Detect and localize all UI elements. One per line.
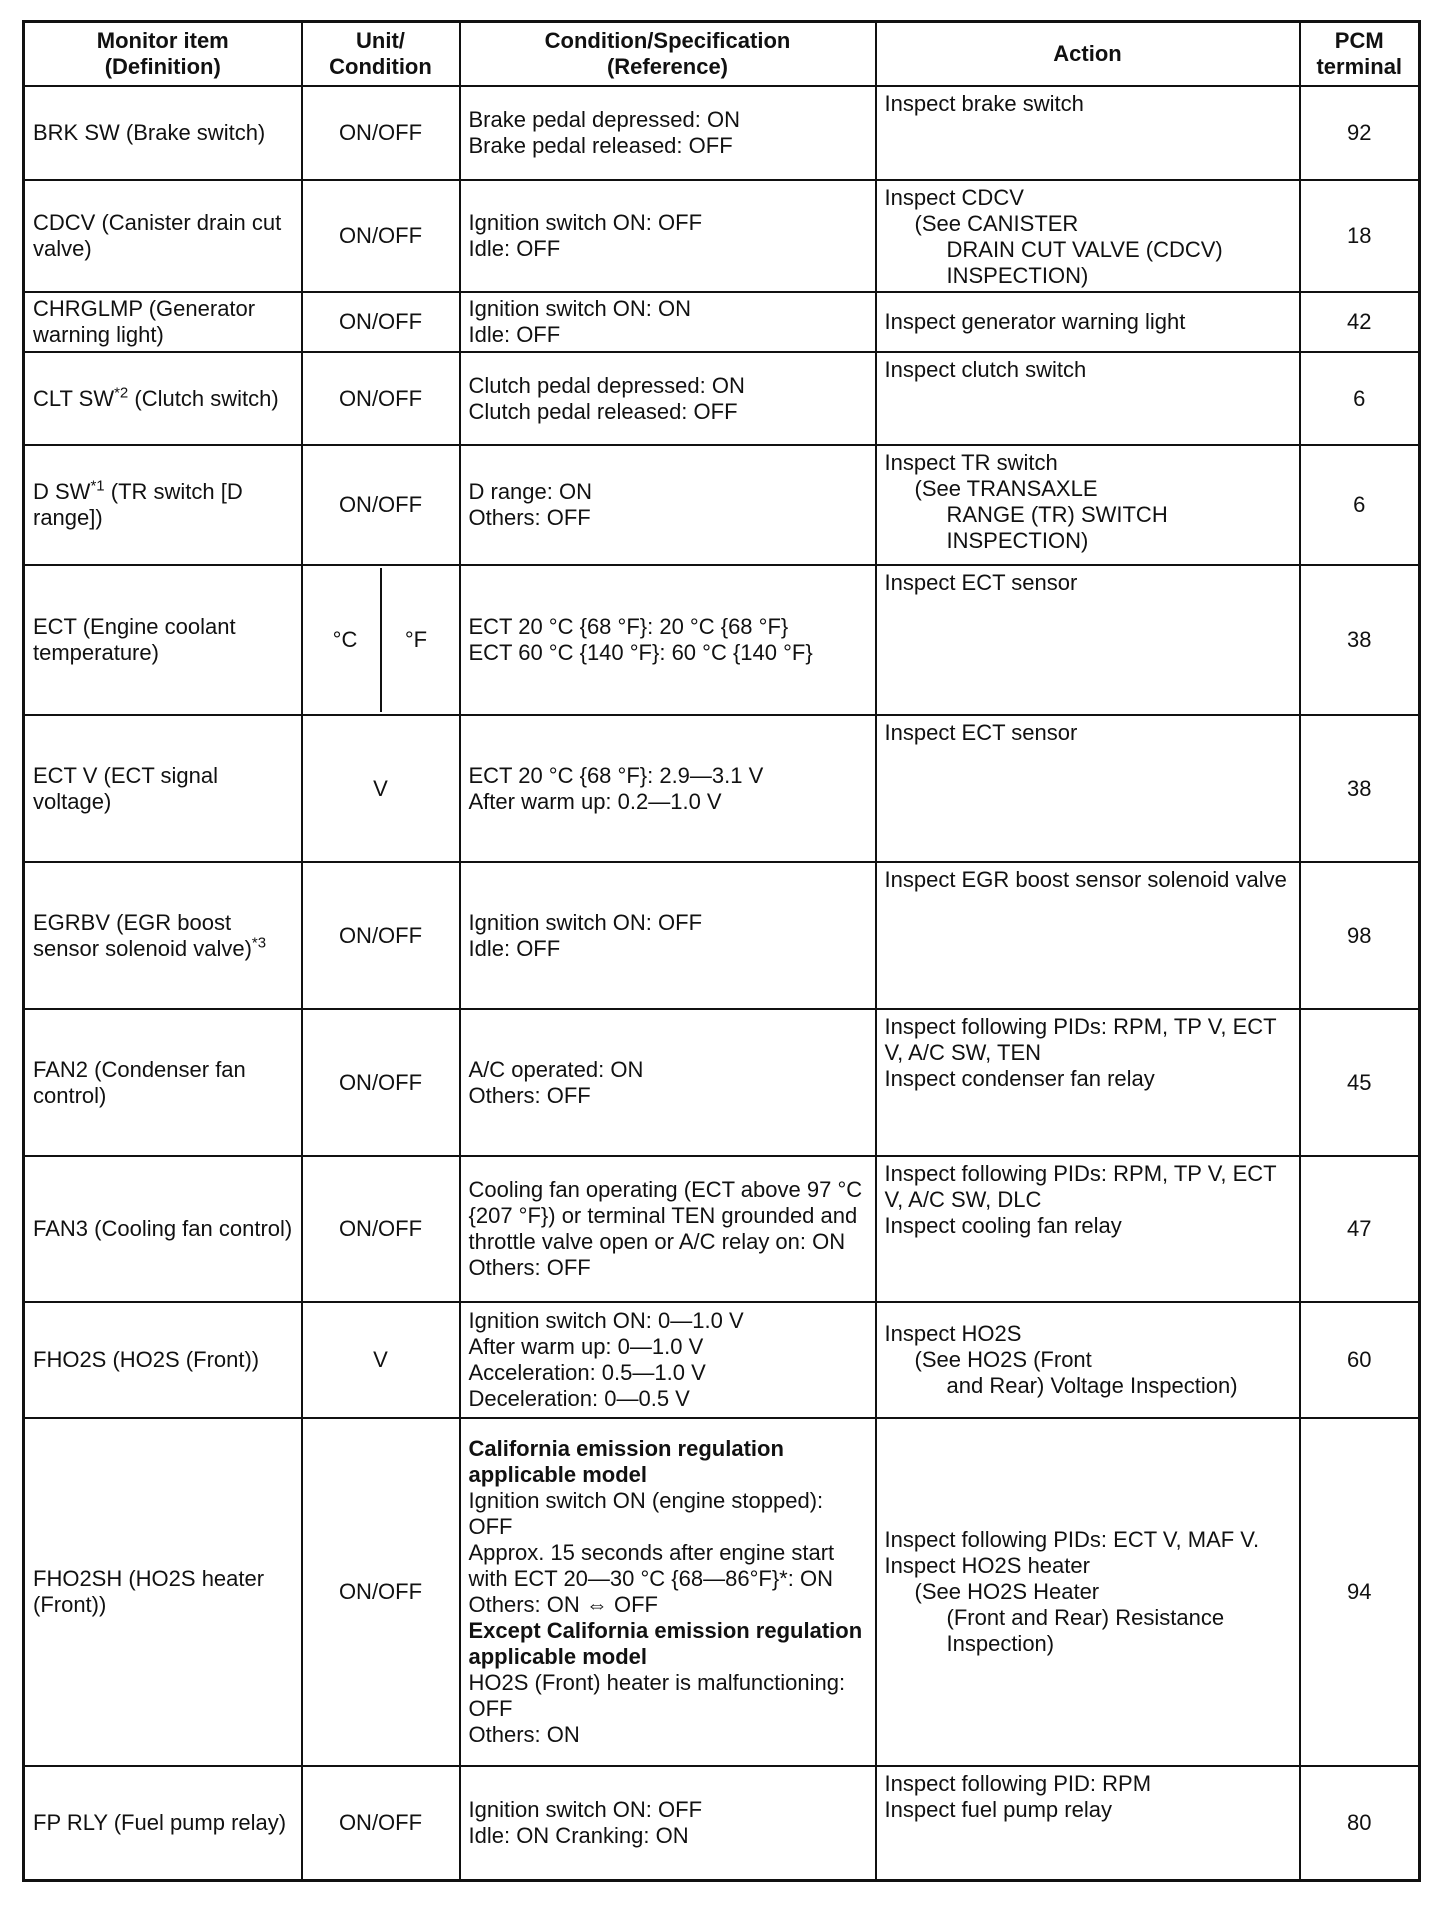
unit-condition: ON/OFF <box>302 180 460 292</box>
condition-spec: Ignition switch ON: ON Idle: OFF <box>460 292 876 352</box>
condition-spec: Cooling fan operating (ECT above 97 °C {207 °F}) or terminal TEN grounded and throttle valve open or A/C relay on: ON Others: OFF <box>460 1156 876 1302</box>
footnote-marker: *2 <box>114 384 129 402</box>
table-row <box>24 1418 1420 1766</box>
table-row <box>24 1302 1420 1418</box>
unit-condition: ON/OFF <box>302 1009 460 1156</box>
condition-spec: Ignition switch ON: OFF Idle: OFF <box>460 862 876 1009</box>
condition-subheading: California emission regulation applicable model <box>468 1436 784 1487</box>
condition-spec: Ignition switch ON: 0—1.0 V After warm up: 0—1.0 V Acceleration: 0.5—1.0 V Deceleration: 0—0.5 V <box>460 1302 876 1418</box>
action: Inspect following PID: RPM Inspect fuel pump relay <box>876 1766 1300 1880</box>
action: Inspect following PIDs: ECT V, MAF V. Inspect HO2S heater (See HO2S Heater (Front and Rear) Resistance Inspection) <box>876 1418 1300 1766</box>
unit-condition: ON/OFF <box>302 1156 460 1302</box>
monitor-item: ECT V (ECT signal voltage) <box>24 715 302 862</box>
condition-spec: Ignition switch ON: OFF Idle: OFF <box>460 180 876 292</box>
pcm-terminal: 38 <box>1300 715 1420 862</box>
monitor-item: FP RLY (Fuel pump relay) <box>24 1766 302 1880</box>
table-row <box>24 1009 1420 1156</box>
monitor-item: CHRGLMP (Generator warning light) <box>24 292 302 352</box>
action: Inspect ECT sensor <box>876 715 1300 862</box>
table-row <box>24 445 1420 565</box>
action: Inspect ECT sensor <box>876 565 1300 715</box>
table-header-row <box>24 22 1420 87</box>
unit-celsius: °C <box>332 627 358 652</box>
pcm-terminal: 92 <box>1300 86 1420 180</box>
pcm-terminal: 18 <box>1300 180 1420 292</box>
unit-condition: V <box>302 1302 460 1418</box>
header-monitor-item: Monitor item (Definition) <box>24 22 302 87</box>
header-condition-spec: Condition/Specification (Reference) <box>460 22 876 87</box>
condition-spec: ECT 20 °C {68 °F}: 20 °C {68 °F} ECT 60 °C {140 °F}: 60 °C {140 °F} <box>460 565 876 715</box>
pcm-terminal: 45 <box>1300 1009 1420 1156</box>
monitor-item: CDCV (Canister drain cut valve) <box>24 180 302 292</box>
action: Inspect TR switch (See TRANSAXLE RANGE (TR) SWITCH INSPECTION) <box>876 445 1300 565</box>
header-pcm-terminal: PCM terminal <box>1300 22 1420 87</box>
condition-spec: ECT 20 °C {68 °F}: 2.9—3.1 V After warm up: 0.2—1.0 V <box>460 715 876 862</box>
action: Inspect following PIDs: RPM, TP V, ECT V, A/C SW, TEN Inspect condenser fan relay <box>876 1009 1300 1156</box>
monitor-item: D SW$^{*1}$ (TR switch [D range]) <box>24 445 302 565</box>
action: Inspect CDCV (See CANISTER DRAIN CUT VALVE (CDCV) INSPECTION) <box>876 180 1300 292</box>
pcm-terminal: 42 <box>1300 292 1420 352</box>
condition-spec: A/C operated: ON Others: OFF <box>460 1009 876 1156</box>
spec-page <box>22 20 1418 1882</box>
action: Inspect generator warning light <box>876 292 1300 352</box>
condition-subheading: Except California emission regulation applicable model <box>468 1618 863 1669</box>
table-row <box>24 862 1420 1009</box>
table-row <box>24 715 1420 862</box>
table-row <box>24 292 1420 352</box>
table-row <box>24 180 1420 292</box>
pcm-terminal: 6 <box>1300 352 1420 445</box>
condition-spec: Clutch pedal depressed: ON Clutch pedal released: OFF <box>460 352 876 445</box>
action: Inspect clutch switch <box>876 352 1300 445</box>
monitor-item: FAN2 (Condenser fan control) <box>24 1009 302 1156</box>
pcm-terminal: 80 <box>1300 1766 1420 1880</box>
header-unit-condition: Unit/ Condition <box>302 22 460 87</box>
monitor-item: ECT (Engine coolant temperature) <box>24 565 302 715</box>
table-row <box>24 1766 1420 1880</box>
monitor-item: FHO2S (HO2S (Front)) <box>24 1302 302 1418</box>
pcm-terminal: 47 <box>1300 1156 1420 1302</box>
pid-monitor-table <box>22 20 1421 1882</box>
table-row <box>24 352 1420 445</box>
table-row <box>24 565 1420 715</box>
unit-condition: ON/OFF <box>302 352 460 445</box>
condition-spec: D range: ON Others: OFF <box>460 445 876 565</box>
pcm-terminal: 94 <box>1300 1418 1420 1766</box>
unit-condition: ON/OFF <box>302 1766 460 1880</box>
monitor-item: FAN3 (Cooling fan control) <box>24 1156 302 1302</box>
table-row <box>24 86 1420 180</box>
unit-fahrenheit: °F <box>380 568 451 712</box>
unit-condition: V <box>302 715 460 862</box>
action: Inspect EGR boost sensor solenoid valve <box>876 862 1300 1009</box>
unit-condition: ON/OFF <box>302 292 460 352</box>
pcm-terminal: 6 <box>1300 445 1420 565</box>
action: Inspect following PIDs: RPM, TP V, ECT V, A/C SW, DLC Inspect cooling fan relay <box>876 1156 1300 1302</box>
unit-condition: ON/OFF <box>302 86 460 180</box>
pcm-terminal: 38 <box>1300 565 1420 715</box>
condition-spec: Ignition switch ON: OFF Idle: ON Cranking: ON <box>460 1766 876 1880</box>
monitor-item: FHO2SH (HO2S heater (Front)) <box>24 1418 302 1766</box>
monitor-item: CLT SW$^{*2}$ (Clutch switch) <box>24 352 302 445</box>
pcm-terminal: 98 <box>1300 862 1420 1009</box>
monitor-item: BRK SW (Brake switch) <box>24 86 302 180</box>
action: Inspect HO2S (See HO2S (Front and Rear) Voltage Inspection) <box>876 1302 1300 1418</box>
monitor-item: EGRBV (EGR boost sensor solenoid valve)$^{*3}$ <box>24 862 302 1009</box>
footnote-marker: *1 <box>90 477 105 495</box>
table-row <box>24 1156 1420 1302</box>
action: Inspect brake switch <box>876 86 1300 180</box>
condition-spec: Brake pedal depressed: ON Brake pedal released: OFF <box>460 86 876 180</box>
unit-condition: ON/OFF <box>302 862 460 1009</box>
condition-spec: California emission regulation applicable model Ignition switch ON (engine stopped): OFF Approx. 15 seconds after engine start with ECT 20—30 °C {68—86°F}*: ON Others: ON ⇔ OFF Except California emission regulation applicable model HO2S (Front) heater is malfunctioning: OFF Others: ON <box>460 1418 876 1766</box>
unit-condition: ON/OFF <box>302 1418 460 1766</box>
pcm-terminal: 60 <box>1300 1302 1420 1418</box>
header-action: Action <box>876 22 1300 87</box>
unit-condition <box>302 565 460 715</box>
unit-condition: ON/OFF <box>302 445 460 565</box>
footnote-marker: *3 <box>251 934 267 952</box>
